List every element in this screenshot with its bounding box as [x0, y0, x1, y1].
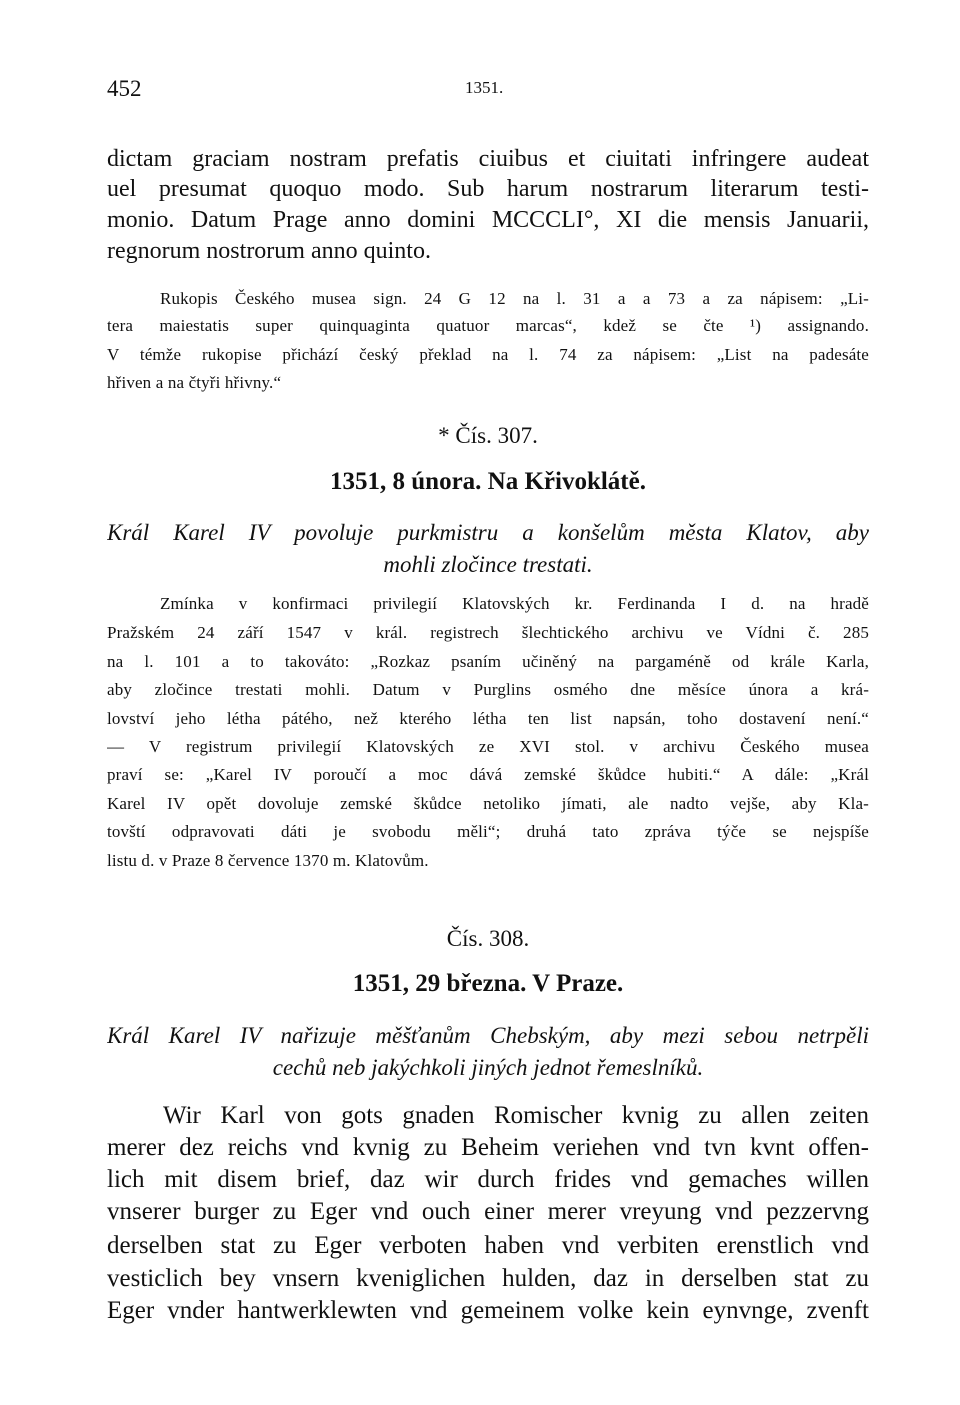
note-line: Rukopis Českého musea sign. 24 G 12 na l. 31 a a 73 a za nápisem: „Li- [160, 289, 869, 308]
page-number: 452 [107, 76, 142, 101]
note-line: tovští odpravovati dáti je svobodu měli“; druhá tato zpráva týče se nejspíše [107, 822, 869, 841]
note-line: listu d. v Praze 8 července 1370 m. Klatovům. [107, 851, 429, 870]
charter-text-line: vnserer burger zu Eger vnd ouch einer merer vreyung vnd pezzervng [107, 1198, 869, 1225]
note-line: Karel IV opět dovoluje zemské škůdce netoliko jímati, ale nadto vejše, aby Kla- [107, 794, 869, 813]
note-line: — V registrum privilegií Klatovských ze XVI stol. v archivu Českého musea [107, 737, 869, 756]
note-line: hřiven a na čtyři hřivny.“ [107, 373, 282, 392]
note-line: tera maiestatis super quinquaginta quatuor marcas“, kdež se čte ¹) assignando. [107, 316, 869, 335]
note-line: Zmínka v konfirmaci privilegií Klatovských kr. Ferdinanda I d. na hradě [160, 594, 869, 613]
note-line: V témže rukopise přichází český překlad na l. 74 za nápisem: „List na padesáte [107, 345, 869, 364]
note-line: praví se: „Karel IV poroučí a moc dává zemské škůdce hubiti.“ A dále: „Král [107, 765, 869, 784]
document-date-place: 1351, 29 března. V Praze. [352, 970, 624, 997]
document-number: Čís. 308. [446, 926, 530, 951]
note-line: na l. 101 a to takováto: „Rozkaz psaním učiněný na pargaméně od krále Karla, [107, 652, 869, 671]
charter-text-line: Wir Karl von gots gnaden Romischer kvnig zu allen zeiten [163, 1102, 869, 1129]
note-line: aby zločince trestati mohli. Datum v Purglins osmého dne měsíce února a krá- [107, 680, 869, 699]
charter-text-line: vesticlich bey vnsern kveniglichen hulden, daz in derselben stat zu [107, 1265, 869, 1292]
charter-text-line: derselben stat zu Eger verboten haben vnd verbiten erenstlich vnd [107, 1232, 869, 1259]
note-line: lovství jeho létha pátého, než kterého létha ten list napsán, toho dostavení není.“ [107, 709, 869, 728]
document-summary-line: mohli zločince trestati. [383, 552, 593, 577]
document-summary-line: Král Karel IV nařizuje měšťanům Chebským, aby mezi sebou netrpěli [107, 1023, 869, 1048]
document-date-place: 1351, 8 února. Na Křivoklátě. [330, 468, 646, 495]
document-summary-line: Král Karel IV povoluje purkmistru a konšelům města Klatov, aby [107, 520, 869, 545]
running-head [107, 76, 869, 106]
charter-text-line: lich mit disem brief, daz wir durch frides vnd gemaches willen [107, 1166, 869, 1193]
note-line: Pražském 24 září 1547 v král. registrech šlechtického archivu ve Vídni č. 285 [107, 623, 869, 642]
running-head-year: 1351. [465, 78, 504, 97]
document-summary-line: cechů neb jakýchkoli jiných jednot řemeslníků. [272, 1055, 704, 1080]
latin-text-line: uel presumat quoquo modo. Sub harum nostrarum literarum testi- [107, 176, 869, 202]
document-number: * Čís. 307. [438, 423, 538, 448]
latin-text-line: dictam graciam nostram prefatis ciuibus et ciuitati infringere audeat [107, 146, 869, 172]
latin-text-line: monio. Datum Prage anno domini MCCCLI°, XI die mensis Januarii, [107, 207, 869, 233]
charter-text-line: Eger vnder hantwerklewten vnd gemeinem volke kein eynvnge, zvenft [107, 1297, 869, 1324]
charter-text-line: merer dez reichs vnd kvnig zu Beheim veriehen vnd tvn kvnt offen- [107, 1134, 869, 1161]
latin-text-line: regnorum nostrorum anno quinto. [107, 238, 431, 264]
